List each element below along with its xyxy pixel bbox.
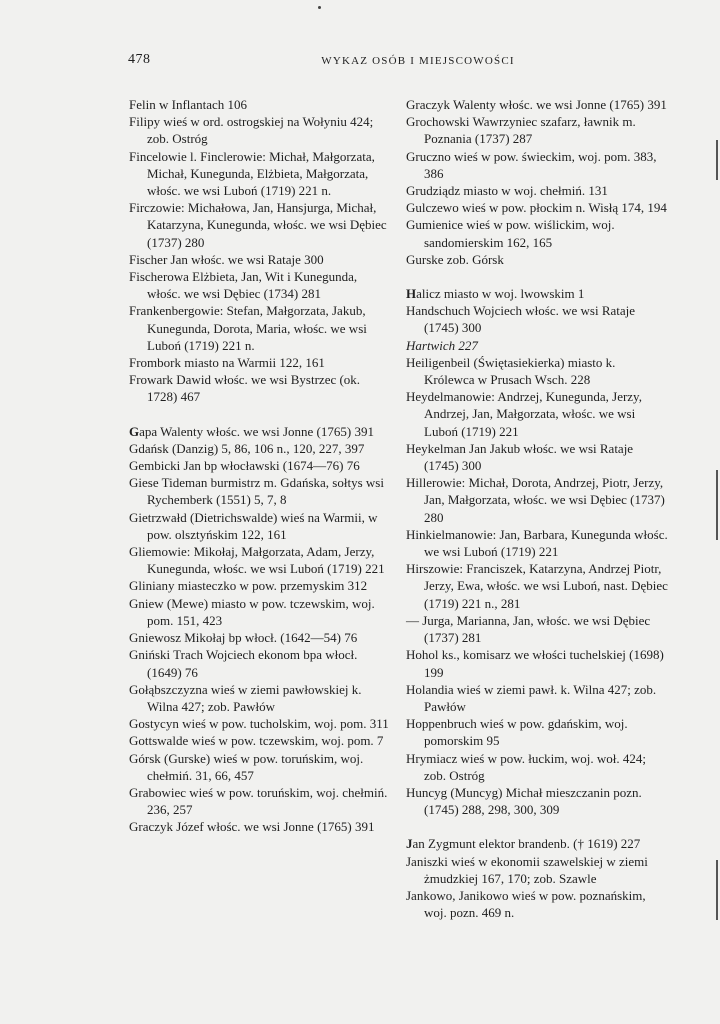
index-entry: Grabowiec wieś w pow. toruńskim, woj. chełmiń. 236, 257 (129, 784, 388, 818)
index-entry: Hirszowie: Franciszek, Katarzyna, Andrzej Piotr, Jerzy, Ewa, włośc. we wsi Luboń, nast. Dębiec (1719) 221 n., 281 (406, 561, 668, 611)
section-initial: H (406, 286, 417, 302)
index-entry: Felin w Inflantach 106 (129, 97, 248, 112)
index-entry: Gniewosz Mikołaj bp włocł. (1642—54) 76 (129, 630, 358, 646)
running-title: WYKAZ OSÓB I MIEJSCOWOŚCI (321, 55, 515, 67)
index-entry: Filipy wieś w ord. ostrogskiej na Wołyniu 424; zob. Ostróg (129, 114, 374, 147)
index-entry: — Jurga, Marianna, Jan, włośc. we wsi Dębiec (1737) 281 (406, 612, 651, 646)
index-entry: Firczowie: Michałowa, Jan, Hansjurga, Michał, Katarzyna, Kunegunda, włośc. we wsi Dębiec (1737) 280 (129, 200, 387, 250)
index-entry: Handschuch Wojciech włośc. we wsi Rataje (1745) 300 (406, 303, 636, 336)
entry-text: alicz miasto w woj. lwowskim 1 (416, 286, 585, 302)
index-entry: Gruczno wieś w pow. świeckim, woj. pom. 383, 386 (406, 148, 657, 181)
index-entry: Górsk (Gurske) wieś w pow. toruńskim, woj. chełmiń. 31, 66, 457 (129, 750, 364, 783)
index-entry: Gottswalde wieś w pow. tczewskim, woj. pom. 7 (129, 733, 384, 749)
index-entry: Gołąbszczyzna wieś w ziemi pawłowskiej k. Wilna 427; zob. Pawłów (129, 681, 362, 714)
index-entry: Gliniany miasteczko w pow. przemyskim 312 (129, 578, 368, 594)
index-entry: Graczyk Walenty włośc. we wsi Jonne (1765) 391 (406, 97, 667, 112)
index-entry: Grudziądz miasto w woj. chełmiń. 131 (406, 183, 608, 199)
page-number: 478 (128, 52, 151, 67)
print-speck (318, 6, 321, 9)
index-entry: Heydelmanowie: Andrzej, Kunegunda, Jerzy, Andrzej, Jan, Małgorzata, włośc. we wsi Luboń (1719) 221 (406, 389, 642, 439)
index-entry: Gniew (Mewe) miasto w pow. tczewskim, woj. pom. 151, 423 (129, 595, 375, 628)
index-entry: Grochowski Wawrzyniec szafarz, ławnik m. Poznania (1737) 287 (406, 114, 636, 147)
index-entry: Gostycyn wieś w pow. tucholskim, woj. pom. 311 (129, 716, 389, 732)
index-entry: Gurske zob. Górsk (406, 251, 504, 267)
index-entry: Huncyg (Muncyg) Michał mieszczanin pozn. (1745) 288, 298, 300, 309 (406, 784, 642, 818)
index-entry: Heiligenbeil (Świętasiekierka) miasto k. Królewca w Prusach Wsch. 228 (406, 354, 616, 388)
entry-text: apa Walenty włośc. we wsi Jonne (1765) 391 (139, 423, 374, 439)
index-entry: Jankowo, Janikowo wieś w pow. poznańskim, woj. pozn. 469 n. (406, 887, 646, 921)
index-entry (406, 285, 668, 302)
index-entry: Janiszki wieś w ekonomii szawelskiej w ziemi żmudzkiej 167, 170; zob. Szawle (406, 853, 648, 886)
index-entry: Giese Tideman burmistrz m. Gdańska, sołtys wsi Rychemberk (1551) 5, 7, 8 (129, 475, 384, 508)
index-entry: Gembicki Jan bp włocławski (1674—76) 76 (129, 458, 360, 474)
index-column-right (406, 96, 668, 921)
index-entry: Heykelman Jan Jakub włośc. we wsi Rataje (1745) 300 (406, 440, 634, 474)
index-entry: Frankenbergowie: Stefan, Małgorzata, Jakub, Kunegunda, Dorota, Maria, włośc. we wsi Luboń (1719) 221 n. (129, 303, 367, 353)
index-column-left (129, 96, 391, 836)
section-initial: J (406, 836, 413, 852)
index-entry: Frowark Dawid włośc. we wsi Bystrzec (ok. 1728) 467 (129, 372, 361, 405)
index-entry: Hrymiacz wieś w pow. łuckim, woj. woł. 424; zob. Ostróg (406, 750, 646, 783)
index-entry: Gietrzwałd (Dietrichswalde) wieś na Warmii, w pow. olsztyńskim 122, 161 (129, 509, 378, 542)
index-entry: Gliemowie: Mikołaj, Małgorzata, Adam, Jerzy, Kunegunda, włośc. we wsi Luboń (1719) 221 (129, 544, 385, 577)
index-entry: Holandia wieś w ziemi pawł. k. Wilna 427; zob. Pawłów (406, 681, 657, 714)
index-entry: Hartwich 227 (406, 337, 478, 353)
index-entry: Hinkielmanowie: Jan, Barbara, Kunegunda włośc. we wsi Luboń (1719) 221 (406, 526, 668, 560)
index-entry: Gumienice wieś w pow. wiślickim, woj. sandomierskim 162, 165 (406, 217, 615, 250)
page-header (128, 52, 668, 72)
index-entry: Hoppenbruch wieś w pow. gdańskim, woj. pomorskim 95 (406, 716, 628, 749)
entry-text: an Zygmunt elektor brandenb. († 1619) 227 (412, 836, 641, 852)
scan-edge-mark (716, 140, 718, 180)
index-entry: Gulczewo wieś w pow. płockim n. Wisłą 174, 194 (406, 200, 667, 216)
index-entry: Graczyk Józef włośc. we wsi Jonne (1765) 391 (129, 819, 375, 835)
scan-edge-mark (716, 470, 718, 540)
index-entry: Frombork miasto na Warmii 122, 161 (129, 355, 325, 371)
index-entry: Gdańsk (Danzig) 5, 86, 106 n., 120, 227, 397 (129, 440, 365, 456)
index-entry: Hohol ks., komisarz we włości tuchelskiej (1698) 199 (406, 647, 664, 680)
index-entry (406, 835, 668, 852)
index-entry: Fischerowa Elżbieta, Jan, Wit i Kunegunda, włośc. we wsi Dębiec (1734) 281 (129, 269, 358, 302)
index-entry: Fischer Jan włośc. we wsi Rataje 300 (129, 251, 324, 267)
scan-edge-mark (716, 860, 718, 920)
index-entry: Hillerowie: Michał, Dorota, Andrzej, Piotr, Jerzy, Jan, Małgorzata, włośc. we wsi Dębiec (1737) 280 (406, 475, 665, 525)
index-entry (129, 423, 391, 440)
section-initial: G (129, 423, 140, 439)
index-entry: Fincelowie l. Finclerowie: Michał, Małgorzata, Michał, Kunegunda, Elżbieta, Małgorzata, włośc. we wsi Luboń (1719) 221 n. (129, 148, 375, 199)
index-entry: Gniński Trach Wojciech ekonom bpa włocł. (1649) 76 (129, 647, 358, 680)
